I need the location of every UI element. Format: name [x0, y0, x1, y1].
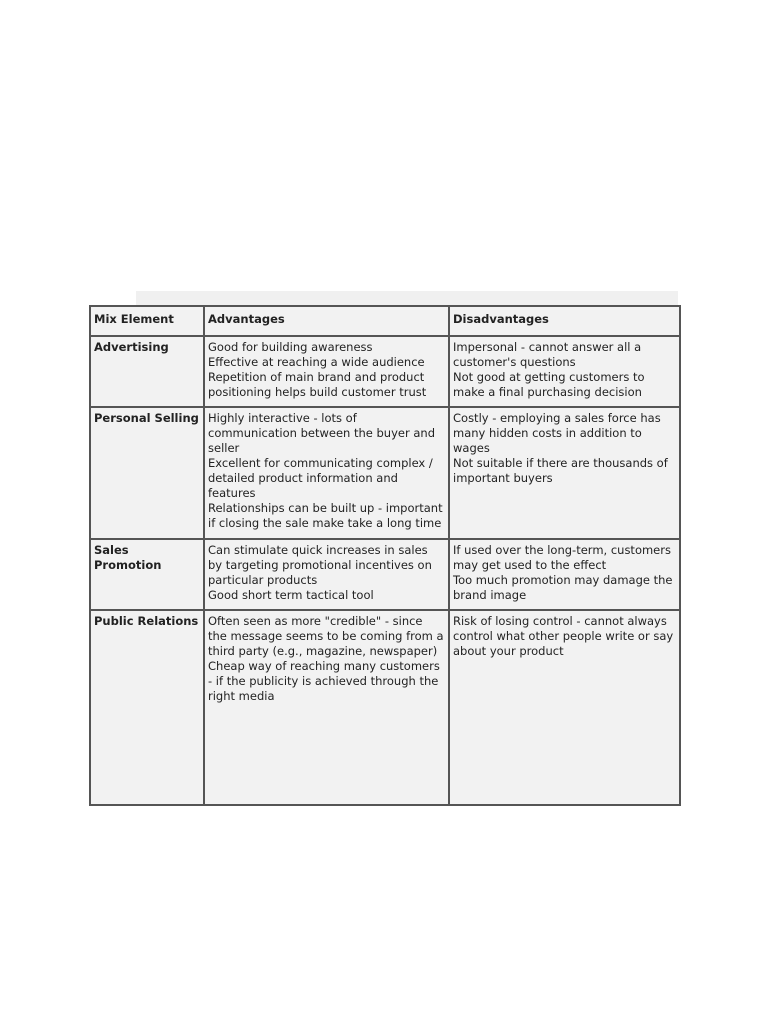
advantages-cell [204, 336, 449, 407]
table-row [90, 407, 680, 539]
advantages-cell [204, 407, 449, 539]
disadvantage-item: Not suitable if there are thousands of important buyers [453, 456, 672, 485]
advantage-item: Often seen as more "credible" - since the message seems to be coming from a third party (e.g., magazine, newspaper) [208, 614, 448, 658]
row-label-advertising: Advertising [90, 336, 204, 407]
disadvantages-cell [449, 539, 680, 610]
table-row [90, 539, 680, 610]
row-label-sales-promotion: Sales Promotion [90, 539, 204, 610]
advantage-item: Excellent for communicating complex / detailed product information and features [208, 456, 437, 500]
disadvantage-item: Impersonal - cannot answer all a customer's questions [453, 340, 645, 369]
row-label-public-relations: Public Relations [90, 610, 204, 805]
advantage-item: Highly interactive - lots of communication between the buyer and seller [208, 411, 439, 455]
table-row [90, 336, 680, 407]
advantage-item: Repetition of main brand and product positioning helps build customer trust [208, 370, 428, 399]
header-disadvantages: Disadvantages [449, 306, 680, 336]
disadvantages-cell [449, 407, 680, 539]
table-top-band [136, 291, 678, 306]
advantage-item: Good for building awareness [208, 340, 373, 354]
advantage-item: Can stimulate quick increases in sales by targeting promotional incentives on particular products [208, 543, 436, 587]
disadvantage-item: Costly - employing a sales force has many hidden costs in addition to wages [453, 411, 665, 455]
disadvantage-item: Too much promotion may damage the brand image [453, 573, 677, 602]
advantage-item: Cheap way of reaching many customers - if the publicity is achieved through the right media [208, 659, 444, 703]
promotion-mix-table [89, 305, 681, 806]
header-advantages: Advantages [204, 306, 449, 336]
table-row [90, 610, 680, 805]
advantage-item: Good short term tactical tool [208, 588, 374, 602]
advantage-item: Relationships can be built up - important if closing the sale make take a long time [208, 501, 447, 530]
advantages-cell [204, 610, 449, 805]
row-label-personal-selling: Personal Selling [90, 407, 204, 539]
disadvantage-item: Not good at getting customers to make a final purchasing decision [453, 370, 649, 399]
disadvantages-cell [449, 336, 680, 407]
table-header-row [90, 306, 680, 336]
advantage-item: Effective at reaching a wide audience [208, 355, 425, 369]
disadvantage-item: Risk of losing control - cannot always control what other people write or say about your product [453, 614, 677, 658]
disadvantage-item: If used over the long-term, customers may get used to the effect [453, 543, 675, 572]
advantages-cell [204, 539, 449, 610]
disadvantages-cell [449, 610, 680, 805]
header-mix-element: Mix Element [90, 306, 204, 336]
